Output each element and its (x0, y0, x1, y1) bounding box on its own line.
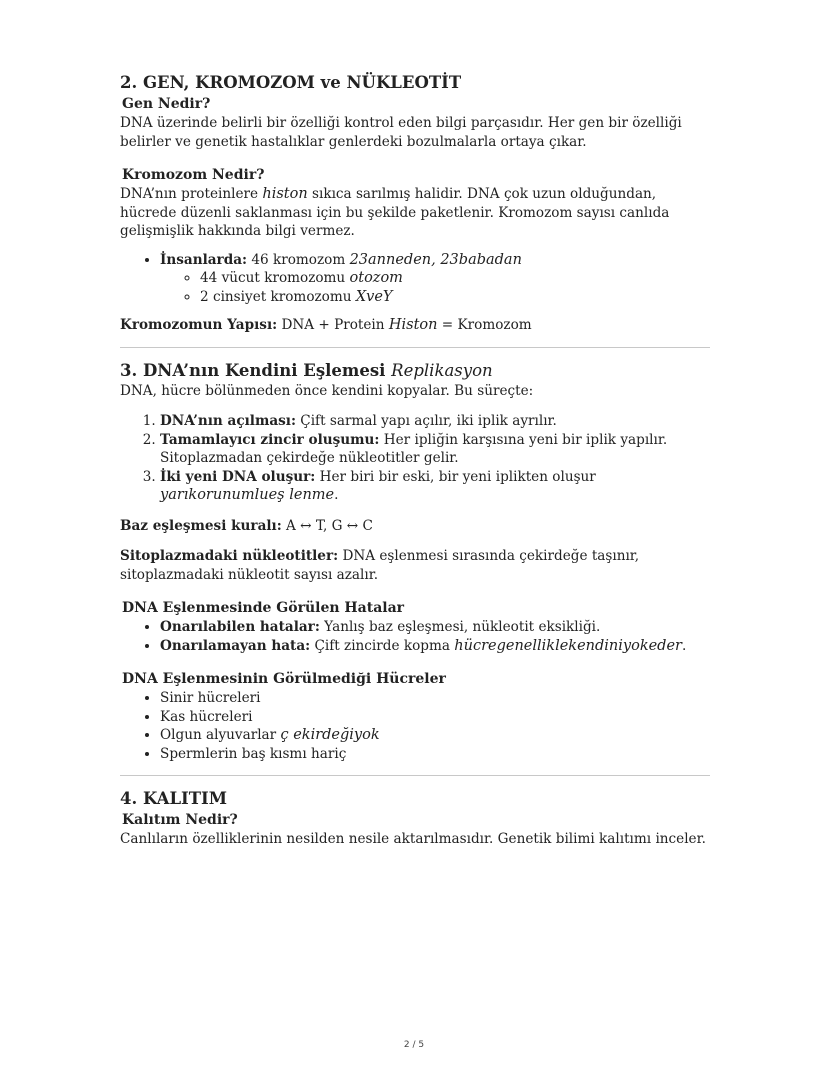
list-item: • Kas hücreleri (160, 708, 710, 727)
kalitim-text: Canlıların özelliklerinin nesilden nesile aktarılmasıdır. Genetik bilimi kalıtımı inceler. (120, 831, 706, 847)
replikasyon-intro: DNA, hücre bölünmeden önce kendini kopyalar. Bu süreçte: (120, 382, 534, 399)
document-page (120, 72, 710, 849)
list-item: • İnsanlarda: 46 kromozom 23anneden, 23babadan ◦ 44 vücut kromozomu otozom ◦ 2 cinsiyet kromozomu XveY (160, 251, 710, 307)
replikasyon-steps (120, 412, 710, 505)
list-item: ◦ 44 vücut kromozomu otozom (200, 269, 710, 288)
list-item: • Spermlerin baş kısmı hariç (160, 745, 710, 764)
list-item: • Onarılamayan hata: Çift zincirde kopma hücregenelliklekendiniyokeder. (160, 637, 710, 656)
list-item: 2. Tamamlayıcı zincir oluşumu: Her ipliğin karşısına yeni bir iplik yapılır. Sitoplazmadan çekirdeğe nükleotitler gelir. (160, 431, 710, 468)
hucre-list (120, 689, 710, 763)
sitoplazma-nukleotit: Sitoplazmadaki nükleotitler: DNA eşlenmesi sırasında çekirdeğe taşınır, sitoplazmadaki nükleotit sayısı azalır. (120, 548, 640, 583)
insan-list (120, 251, 710, 307)
kalitim-heading: Kalıtım Nedir? (122, 812, 238, 828)
list-item: 3. İki yeni DNA oluşur: Her biri bir eski, bir yeni iplikten oluşur yarıkorunumlueş lenme. (160, 468, 710, 505)
gen-heading: Gen Nedir? (122, 96, 211, 112)
gen-text: DNA üzerinde belirli bir özelliği kontrol eden bilgi parçasıdır. Her gen bir özelliği belirler ve genetik hastalıklar genlerdeki bozulmalarla ortaya çıkar. (120, 115, 682, 150)
section-4-title: 4. KALITIM (120, 789, 228, 808)
list-item: • Sinir hücreleri (160, 689, 710, 708)
kromozom-yapi: Kromozomun Yapısı: DNA + Protein Histon = Kromozom (120, 317, 532, 333)
list-item: • Olgun alyuvarlar ç ekirdeğiyok (160, 726, 710, 745)
page-number: 2 / 5 (403, 1040, 425, 1050)
hucre-heading: DNA Eşlenmesinin Görülmediği Hücreler (122, 671, 446, 687)
math-histon: histon (262, 186, 308, 202)
hata-heading: DNA Eşlenmesinde Görülen Hatalar (122, 600, 405, 616)
hata-list (120, 618, 710, 655)
baz-eslesmesi: Baz eşleşmesi kuralı: A ↔ T, G ↔ C (120, 517, 373, 534)
list-item: • Onarılabilen hatalar: Yanlış baz eşleşmesi, nükleotit eksikliği. (160, 618, 710, 637)
list-item: ◦ 2 cinsiyet kromozomu XveY (200, 288, 710, 307)
section-3-title: 3. DNA’nın Kendini Eşlemesi Replikasyon (120, 360, 493, 380)
kromozom-heading: Kromozom Nedir? (122, 167, 265, 183)
section-2-title: 2. GEN, KROMOZOM ve NÜKLEOTİT (120, 73, 462, 92)
list-item: 1. DNA’nın açılması: Çift sarmal yapı açılır, iki iplik ayrılır. (160, 412, 710, 431)
kromozom-text: DNA’nın proteinlere histon sıkıca sarılmış halidir. DNA çok uzun olduğundan, hücrede düzenli saklanması için bu şekilde paketlenir. Kromozom sayısı canlıda gelişmişlik hakkında bilgi vermez. (120, 186, 670, 239)
